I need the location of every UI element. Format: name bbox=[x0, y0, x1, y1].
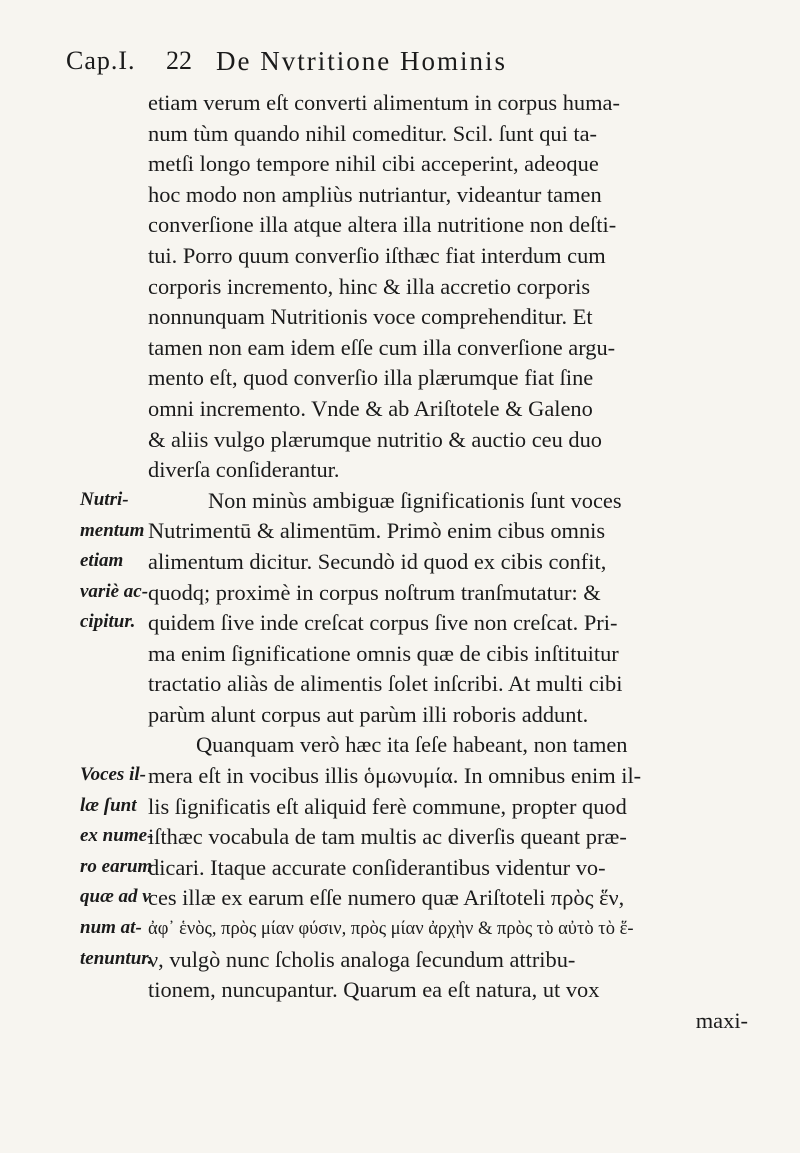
margin-note-line: etiam bbox=[80, 550, 124, 572]
text-line: num tùm quando nihil comeditur. Scil. ſunt qui ta- bbox=[148, 120, 598, 146]
margin-note-line: cipitur. bbox=[80, 611, 136, 633]
text-line: metſi longo tempore nihil cibi acceperint, adeoque bbox=[148, 151, 599, 177]
text-line: ἀφ᾽ ἑνὸς, πρὸς μίαν φύσιν, πρὸς μίαν ἀρχὴν & πρὸς τὸ αὐτὸ τὸ ἕ- bbox=[148, 919, 634, 940]
margin-note-nutrimentum bbox=[80, 485, 154, 638]
running-header bbox=[66, 46, 706, 82]
text-line: alimentum dicitur. Secundò id quod ex cibis confit, bbox=[148, 548, 607, 574]
text-line: & aliis vulgo plærumque nutritio & auctio ceu duo bbox=[148, 426, 602, 452]
text-line: corporis incremento, hinc & illa accretio corporis bbox=[148, 273, 591, 299]
text-line: parùm alunt corpus aut parùm illi roboris addunt. bbox=[148, 701, 589, 727]
text-line: iſthæc vocabula de tam multis ac diverſis queant præ- bbox=[148, 824, 627, 850]
margin-note-line: ex nume- bbox=[80, 825, 154, 847]
text-line: mera eſt in vocibus illis ὁμωνυμία. In omnibus enim il- bbox=[148, 763, 642, 789]
body-text bbox=[148, 88, 768, 1036]
text-line: tionem, nuncupantur. Quarum ea eſt natura, ut vox bbox=[148, 977, 600, 1003]
text-line: quodq; proximè in corpus noſtrum tranſmutatur: & bbox=[148, 579, 601, 605]
text-line: dicari. Itaque accurate conſiderantibus videntur vo- bbox=[148, 854, 606, 880]
margin-note-line: ro earum bbox=[80, 855, 153, 877]
margin-note-line: Nutri- bbox=[80, 489, 129, 510]
margin-note-voces bbox=[80, 760, 154, 974]
margin-note-line: quæ ad v bbox=[80, 886, 151, 908]
text-line: omni incremento. Vnde & ab Ariſtotele & Galeno bbox=[148, 395, 593, 421]
margin-note-line: mentum bbox=[80, 519, 145, 541]
running-title: De Nvtritione Hominis bbox=[216, 46, 507, 76]
text-line: Non minùs ambiguæ ſignificationis ſunt voces bbox=[208, 487, 622, 513]
page-number: 22 bbox=[166, 46, 192, 75]
chapter-label: Cap.I. bbox=[66, 46, 136, 75]
margin-note-line: tenuntur. bbox=[80, 947, 153, 969]
text-line: ν, vulgò nunc ſcholis analoga ſecundum attribu- bbox=[148, 946, 576, 972]
text-line: etiam verum eſt converti alimentum in corpus huma- bbox=[148, 90, 620, 115]
catchword: maxi- bbox=[695, 1007, 748, 1033]
margin-note-line: num at- bbox=[80, 916, 142, 938]
text-line: tamen non eam idem eſſe cum illa converſione argu- bbox=[148, 334, 616, 360]
text-line: tui. Porro quum converſio iſthæc fiat interdum cum bbox=[148, 242, 606, 268]
text-line: ma enim ſignificatione omnis quæ de cibis inſtituitur bbox=[148, 640, 619, 666]
text-line: ces illæ ex earum eſſe numero quæ Ariſtoteli πρὸς ἕν, bbox=[148, 885, 625, 911]
text-line: Quanquam verò hæc ita ſeſe habeant, non tamen bbox=[196, 732, 628, 758]
text-line: tractatio aliàs de alimentis ſolet inſcribi. At multi cibi bbox=[148, 671, 623, 697]
text-line: diverſa conſiderantur. bbox=[148, 457, 340, 483]
text-line: mento eſt, quod converſio illa plærumque fiat ſine bbox=[148, 365, 594, 391]
text-line: quidem ſive inde creſcat corpus ſive non creſcat. Pri- bbox=[148, 610, 618, 636]
text-line: lis ſignificatis eſt aliquid ferè commune, propter quod bbox=[148, 793, 627, 819]
margin-note-line: variè ac- bbox=[80, 580, 149, 602]
margin-note-line: Voces il- bbox=[80, 764, 146, 785]
text-line: Nutrimentū & alimentūm. Primò enim cibus omnis bbox=[148, 518, 606, 544]
text-line: nonnunquam Nutritionis voce comprehenditur. Et bbox=[148, 304, 593, 330]
text-line: converſione illa atque altera illa nutritione non deſti- bbox=[148, 212, 617, 238]
text-line: hoc modo non ampliùs nutriantur, videantur tamen bbox=[148, 181, 602, 207]
margin-note-line: læ ſunt bbox=[80, 794, 137, 816]
